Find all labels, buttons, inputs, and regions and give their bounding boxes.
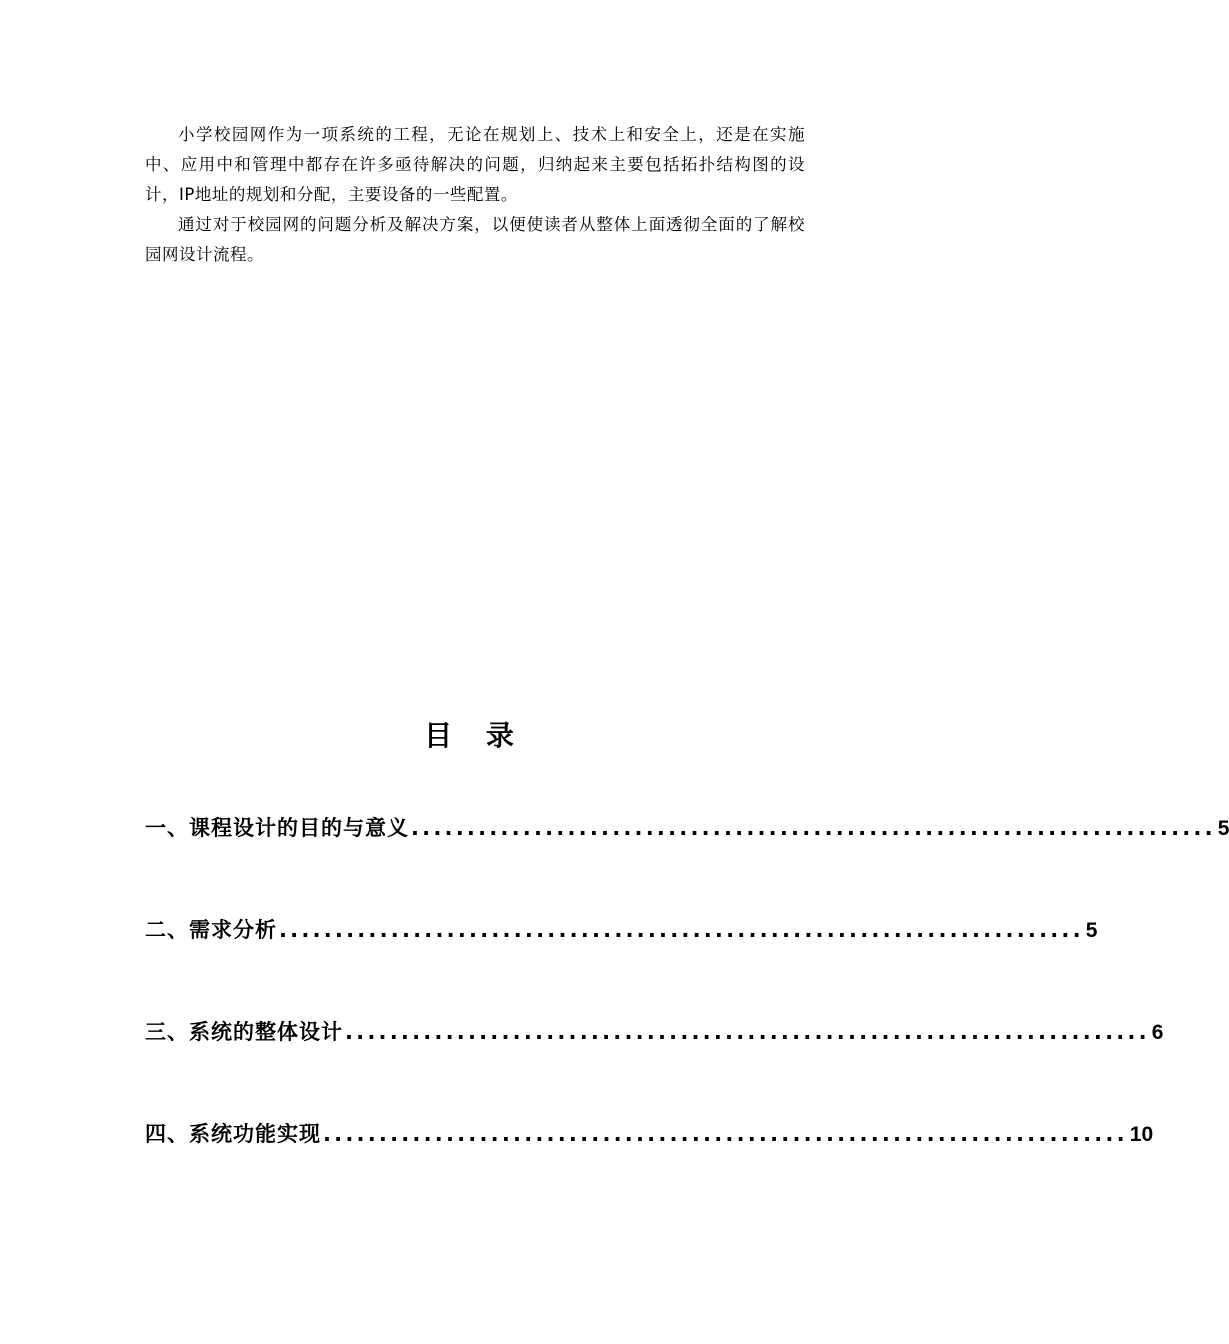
toc-title: 目 录 <box>424 719 526 752</box>
toc-leader-dots: ........................................................................ <box>279 918 1084 942</box>
toc-item-page: 5 <box>1217 817 1229 840</box>
abstract-paragraph: 小学校园网作为一项系统的工程，无论在规划上、技术上和安全上，还是在实施中、应用中和管理中都存在许多亟待解决的问题，归纳起来主要包括拓扑结构图的设计，IP地址的规划和分配，主要设备的一些配置。 <box>145 125 805 204</box>
toc-item[interactable] <box>145 910 1098 1012</box>
toc-item-page: 10 <box>1129 1123 1154 1146</box>
toc-item[interactable] <box>145 1114 1154 1216</box>
toc-item[interactable] <box>145 1012 1164 1114</box>
toc-item-label: 四、系统功能实现 <box>145 1122 321 1146</box>
toc-item-page: 5 <box>1085 919 1098 942</box>
toc-item-label: 一、课程设计的目的与意义 <box>145 816 409 840</box>
abstract-paragraph: 通过对于校园网的问题分析及解决方案，以便使读者从整体上面透彻全面的了解校园网设计流程。 <box>145 215 805 264</box>
toc-item-page: 6 <box>1151 1021 1164 1044</box>
toc-leader-dots: ........................................................................ <box>345 1020 1150 1044</box>
toc-item-label: 二、需求分析 <box>145 918 277 942</box>
toc-item[interactable] <box>145 808 1229 910</box>
abstract-section <box>145 120 805 270</box>
toc-leader-dots: ........................................................................ <box>411 816 1216 840</box>
toc-leader-dots: ........................................................................ <box>323 1122 1128 1146</box>
toc-item-label: 三、系统的整体设计 <box>145 1020 343 1044</box>
table-of-contents <box>145 808 1229 1216</box>
